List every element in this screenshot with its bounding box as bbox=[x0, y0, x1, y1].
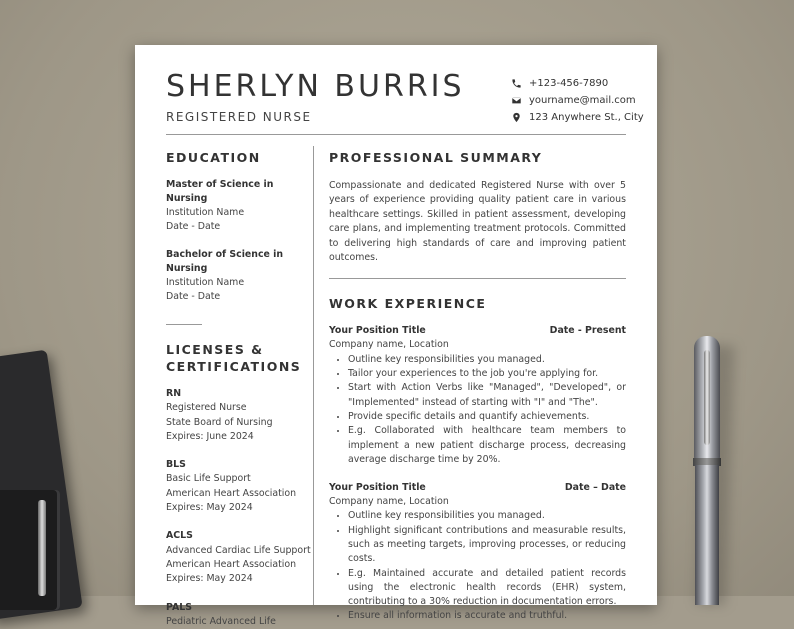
license-item bbox=[166, 601, 304, 629]
job-bullet: • Outline key responsibilities you managed. bbox=[348, 509, 626, 523]
column-divider bbox=[313, 146, 314, 605]
education-heading: EDUCATION bbox=[166, 150, 261, 165]
license-issuer: American Heart Association bbox=[166, 558, 297, 570]
job-bullets bbox=[329, 353, 626, 467]
pen-body-image bbox=[695, 465, 719, 605]
email-text: yourname@mail.com bbox=[529, 95, 636, 106]
job-bullet: • Highlight significant contributions and measurable results, such as meeting targets, improving processes, or reducing costs. bbox=[348, 524, 626, 567]
pen-clip-image bbox=[704, 350, 710, 445]
license-item bbox=[166, 529, 311, 586]
contact-block bbox=[511, 75, 644, 126]
job-bullet: • E.g. Maintained accurate and detailed patient records using the electronic health records (EHR) system, contributing to a 30% reduction in documentation errors. bbox=[348, 567, 626, 610]
job-entry bbox=[329, 324, 626, 467]
contact-address bbox=[511, 109, 644, 126]
phone-icon bbox=[511, 78, 522, 89]
education-institution: Institution Name bbox=[166, 277, 245, 288]
education-item bbox=[166, 248, 304, 304]
job-bullet: • Tailor your experiences to the job you're applying for. bbox=[348, 367, 626, 381]
job-bullet: • Start with Action Verbs like "Managed", "Developed", or "Implemented" instead of starting with "I" and "The". bbox=[348, 381, 626, 410]
license-code: ACLS bbox=[166, 530, 193, 542]
license-issuer: American Heart Association bbox=[166, 487, 297, 499]
license-name: Advanced Cardiac Life Support bbox=[166, 544, 311, 556]
contact-phone bbox=[511, 75, 644, 92]
mail-icon bbox=[511, 95, 522, 106]
job-entry bbox=[329, 481, 626, 624]
summary-heading: PROFESSIONAL SUMMARY bbox=[329, 150, 543, 165]
right-column bbox=[329, 149, 626, 624]
education-item bbox=[166, 178, 304, 234]
license-code: PALS bbox=[166, 601, 192, 613]
license-expiry: Expires: May 2024 bbox=[166, 573, 253, 585]
address-text: 123 Anywhere St., City bbox=[529, 112, 644, 123]
job-bullets bbox=[329, 509, 626, 623]
license-expiry: Expires: May 2024 bbox=[166, 502, 253, 514]
education-degree: Bachelor of Science in Nursing bbox=[166, 249, 284, 274]
section-divider bbox=[166, 324, 202, 325]
job-bullet: • Ensure all information is accurate and truthful. bbox=[348, 609, 626, 623]
resume-name: SHERLYN BURRIS bbox=[166, 69, 465, 104]
notebook-clip-image bbox=[38, 500, 46, 596]
license-name: Basic Life Support bbox=[166, 473, 251, 485]
notebook-edge-image bbox=[0, 490, 60, 610]
licenses-heading-line2: CERTIFICATIONS bbox=[166, 359, 302, 374]
contact-email bbox=[511, 92, 644, 109]
job-dates: Date - Present bbox=[549, 325, 626, 337]
job-company: Company name, Location bbox=[329, 339, 449, 351]
section-divider bbox=[329, 278, 626, 279]
job-header bbox=[329, 324, 626, 338]
job-header bbox=[329, 481, 626, 495]
license-name: Registered Nurse bbox=[166, 402, 247, 414]
job-dates: Date – Date bbox=[564, 482, 626, 494]
licenses-heading bbox=[166, 341, 304, 375]
licenses-heading-line1: LICENSES & bbox=[166, 342, 264, 357]
job-bullet: • Outline key responsibilities you managed. bbox=[348, 353, 626, 367]
job-position: Your Position Title bbox=[329, 482, 426, 494]
license-code: RN bbox=[166, 388, 182, 399]
summary-text: Compassionate and dedicated Registered Nurse with over 5 years of experience providing quality patient care in various healthcare settings. Skilled in patient assessment, developing care plans, and implementing treatment protocols. Committed to delivering high standards of care and improving patient outcomes. bbox=[329, 180, 626, 264]
license-item bbox=[166, 387, 304, 444]
license-code: BLS bbox=[166, 459, 186, 471]
job-company: Company name, Location bbox=[329, 496, 449, 508]
job-bullet: • Provide specific details and quantify achievements. bbox=[348, 410, 626, 424]
experience-heading: WORK EXPERIENCE bbox=[329, 296, 487, 312]
left-column bbox=[166, 149, 311, 629]
education-institution: Institution Name bbox=[166, 207, 245, 218]
education-dates: Date - Date bbox=[166, 221, 221, 232]
resume-title: REGISTERED NURSE bbox=[166, 110, 312, 124]
header-divider bbox=[166, 134, 626, 135]
phone-text: +123-456-7890 bbox=[529, 78, 609, 89]
location-pin-icon bbox=[511, 112, 522, 123]
job-position: Your Position Title bbox=[329, 325, 426, 337]
resume-page bbox=[135, 45, 657, 627]
license-expiry: Expires: June 2024 bbox=[166, 430, 254, 442]
license-issuer: State Board of Nursing bbox=[166, 416, 273, 428]
license-name: Pediatric Advanced Life bbox=[166, 615, 276, 627]
education-degree: Master of Science in Nursing bbox=[166, 179, 274, 204]
education-dates: Date - Date bbox=[166, 291, 221, 302]
license-item bbox=[166, 458, 304, 515]
job-bullet: • E.g. Collaborated with healthcare team members to implement a new patient discharge process, decreasing average discharge time by 20%. bbox=[348, 424, 626, 467]
